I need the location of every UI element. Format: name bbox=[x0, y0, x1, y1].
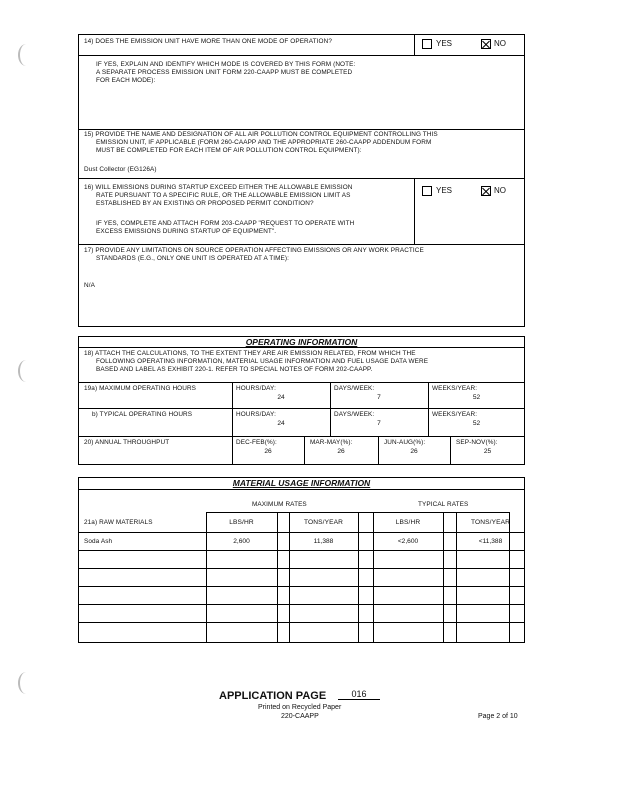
page-of-label: Page 2 of 10 bbox=[478, 713, 518, 720]
annual-throughput-label: 20) ANNUAL THROUGHPUT bbox=[84, 439, 170, 446]
max-hours-label: 19a) MAXIMUM OPERATING HOURS bbox=[84, 385, 197, 392]
q14-question: 14) DOES THE EMISSION UNIT HAVE MORE THAN ONE MODE OF OPERATION? bbox=[84, 38, 332, 45]
q16-yes-checkbox[interactable] bbox=[422, 186, 432, 196]
col-lbs-hr-header: LBS/HR bbox=[229, 519, 254, 526]
max-weeks-year-value[interactable]: 52 bbox=[472, 394, 481, 401]
typ-rates-label: TYPICAL RATES bbox=[418, 501, 469, 508]
form-id: 220-CAAPP bbox=[281, 713, 319, 720]
application-page-number: 016 bbox=[338, 689, 380, 700]
typ-days-week-value[interactable]: 7 bbox=[377, 420, 381, 427]
q16-no-label: NO bbox=[494, 186, 506, 195]
col-tons-year-header: TONS/YEAR bbox=[304, 519, 343, 526]
hours-day-label: HOURS/DAY: bbox=[236, 411, 276, 418]
q16-followup-line: IF YES, COMPLETE AND ATTACH FORM 203-CAAPP "REQUEST TO OPERATE WITH bbox=[96, 220, 355, 227]
typ-lbs-hr-value[interactable]: <2,600 bbox=[397, 538, 419, 545]
col-tons-year-header: TONS/YEAR bbox=[471, 519, 510, 526]
typ-tons-year-value[interactable]: <11,388 bbox=[478, 538, 503, 545]
q18-line: BASED AND LABEL AS EXHIBIT 220-1. REFER TO SPECIAL NOTES OF FORM 202-CAAPP. bbox=[96, 366, 373, 373]
dec-feb-label: DEC-FEB(%): bbox=[236, 439, 277, 446]
q16-followup-line: EXCESS EMISSIONS DURING STARTUP OF EQUIPMENT". bbox=[96, 228, 277, 235]
q15-question-line: MUST BE COMPLETED FOR EACH ITEM OF AIR POLLUTION CONTROL EQUIPMENT): bbox=[96, 147, 362, 154]
max-lbs-hr-value[interactable]: 2,600 bbox=[233, 538, 250, 545]
material-title: MATERIAL USAGE INFORMATION bbox=[232, 478, 371, 488]
jun-aug-value[interactable]: 26 bbox=[410, 448, 418, 455]
q15-answer[interactable]: Dust Collector (EG126A) bbox=[84, 166, 157, 173]
recycled-paper-note: Printed on Recycled Paper bbox=[258, 704, 342, 711]
q14-no-label: NO bbox=[494, 39, 506, 48]
q15-question-line: EMISSION UNIT, IF APPLICABLE (FORM 260-CAAPP AND THE APPROPRIATE 260-CAAPP ADDENDUM FORM bbox=[96, 139, 432, 146]
q15-question-line: 15) PROVIDE THE NAME AND DESIGNATION OF ALL AIR POLLUTION CONTROL EQUIPMENT CONTROLLING THIS bbox=[84, 131, 438, 138]
q18-line: FOLLOWING OPERATING INFORMATION, MATERIAL USAGE INFORMATION AND FUEL USAGE DATA WERE bbox=[96, 358, 429, 365]
max-rates-label: MAXIMUM RATES bbox=[252, 501, 307, 508]
max-days-week-value[interactable]: 7 bbox=[377, 394, 381, 401]
sep-nov-value[interactable]: 25 bbox=[483, 448, 492, 455]
sep-nov-label: SEP-NOV(%): bbox=[456, 439, 498, 446]
material-name[interactable]: Soda Ash bbox=[84, 538, 113, 545]
q16-yes-label: YES bbox=[436, 186, 453, 195]
punch-hole-mark bbox=[18, 44, 34, 66]
typ-hours-day-value[interactable]: 24 bbox=[277, 420, 285, 427]
mar-may-label: MAR-MAY(%): bbox=[310, 439, 353, 446]
typ-hours-label: b) TYPICAL OPERATING HOURS bbox=[92, 411, 193, 418]
raw-materials-label: 21a) RAW MATERIALS bbox=[84, 519, 153, 526]
max-tons-year-value[interactable]: 11,388 bbox=[313, 538, 334, 545]
jun-aug-label: JUN-AUG(%): bbox=[384, 439, 426, 446]
q16-no-checkbox[interactable] bbox=[481, 186, 491, 196]
q17-question-line: STANDARDS (E.G., ONLY ONE UNIT IS OPERATED AT A TIME): bbox=[96, 255, 290, 262]
hours-day-label: HOURS/DAY: bbox=[236, 385, 276, 392]
punch-hole-mark bbox=[18, 360, 34, 382]
q16-question-line: 16) WILL EMISSIONS DURING STARTUP EXCEED EITHER THE ALLOWABLE EMISSION bbox=[84, 184, 353, 191]
typ-weeks-year-value[interactable]: 52 bbox=[472, 420, 481, 427]
q16-question-line: ESTABLISHED BY AN EXISTING OR PROPOSED PERMIT CONDITION? bbox=[96, 200, 314, 207]
q17-answer[interactable]: N/A bbox=[84, 282, 95, 289]
operating-title: OPERATING INFORMATION bbox=[245, 337, 358, 347]
q14-yes-checkbox[interactable] bbox=[422, 39, 432, 49]
punch-hole-mark bbox=[18, 672, 34, 694]
q18-line: 18) ATTACH THE CALCULATIONS, TO THE EXTENT THEY ARE AIR EMISSION RELATED, FROM WHICH THE bbox=[84, 350, 416, 357]
col-lbs-hr-header: LBS/HR bbox=[395, 519, 421, 526]
q14-instruction-line: A SEPARATE PROCESS EMISSION UNIT FORM 220-CAAPP MUST BE COMPLETED bbox=[96, 69, 353, 76]
q14-instruction-line: FOR EACH MODE): bbox=[96, 77, 156, 84]
dec-feb-value[interactable]: 26 bbox=[264, 448, 272, 455]
weeks-year-label: WEEKS/YEAR: bbox=[432, 385, 478, 392]
application-page-label: APPLICATION PAGE bbox=[219, 690, 327, 702]
q16-question-line: RATE PURSUANT TO A SPECIFIC RULE, OR THE ALLOWABLE EMISSION LIMIT AS bbox=[96, 192, 351, 199]
days-week-label: DAYS/WEEK: bbox=[334, 411, 375, 418]
weeks-year-label: WEEKS/YEAR: bbox=[432, 411, 478, 418]
q14-no-checkbox[interactable] bbox=[481, 39, 491, 49]
mar-may-value[interactable]: 26 bbox=[337, 448, 345, 455]
q14-yes-label: YES bbox=[436, 39, 453, 48]
max-hours-day-value[interactable]: 24 bbox=[277, 394, 285, 401]
q17-question-line: 17) PROVIDE ANY LIMITATIONS ON SOURCE OPERATION AFFECTING EMISSIONS OR ANY WORK PRACTICE bbox=[84, 247, 424, 254]
q14-instruction-line: IF YES, EXPLAIN AND IDENTIFY WHICH MODE IS COVERED BY THIS FORM (NOTE: bbox=[96, 61, 356, 68]
days-week-label: DAYS/WEEK: bbox=[334, 385, 375, 392]
